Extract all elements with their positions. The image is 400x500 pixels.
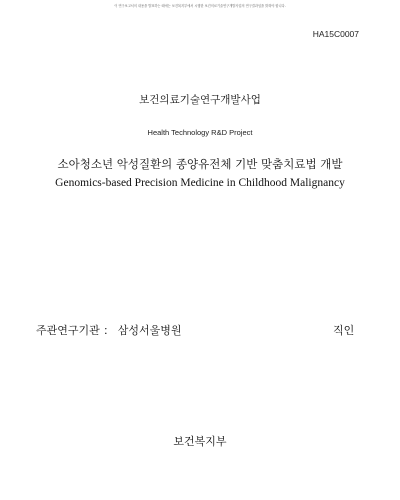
program-name-english: Health Technology R&D Project bbox=[147, 128, 253, 137]
publication-notice: 이 연구보고서의 내용을 발표하는 때에는 보건복지부에서 시행한 보건의료기술연구개발사업의 연구결과임을 밝혀야 합니다. bbox=[114, 4, 286, 8]
program-name-korean: 보건의료기술연구개발사업 bbox=[139, 94, 261, 106]
document-code: HA15C0007 bbox=[312, 29, 359, 39]
ministry-name: 보건복지부 bbox=[173, 435, 227, 448]
lead-institution: 주관연구기관 ： 삼성서울병원 bbox=[36, 324, 182, 337]
report-title-korean: 소아청소년 악성질환의 종양유전체 기반 맞춤치료법 개발 bbox=[57, 157, 343, 171]
report-title-english: Genomics-based Precision Medicine in Childhood Malignancy bbox=[55, 177, 345, 189]
official-seal-label: 직인 bbox=[333, 324, 355, 337]
